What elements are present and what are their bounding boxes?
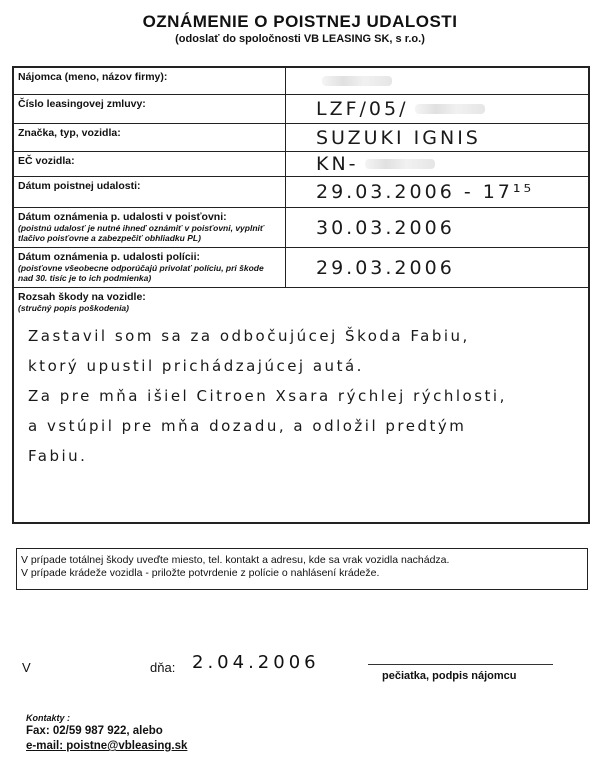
total-loss-text: V prípade totálnej škody uveďte miesto, tel. kontakt a adresu, kde sa vrak vozidla nachádza. xyxy=(21,554,450,566)
police-notice-value[interactable]: 29.03.2006 xyxy=(316,256,455,279)
damage-line: a vstúpil pre mňa dozadu, a odložil predtým xyxy=(28,417,467,435)
event-date-label: Dátum poistnej udalosti: xyxy=(14,177,286,207)
damage-line: Fabiu. xyxy=(28,447,88,465)
contract-value[interactable]: LZF/05/ xyxy=(286,95,588,123)
damage-note: (stručný popis poškodenia) xyxy=(18,303,129,313)
row-contract xyxy=(14,95,588,124)
plate-label: EČ vozidla: xyxy=(14,152,286,176)
contacts-label: Kontakty : xyxy=(26,713,71,723)
claim-form-table xyxy=(12,66,590,524)
lessee-label: Nájomca (meno, názov firmy): xyxy=(14,68,286,94)
date-label: dňa: xyxy=(150,660,176,675)
row-event-date xyxy=(14,177,588,208)
form-title: OZNÁMENIE O POISTNEJ UDALOSTI xyxy=(142,12,458,31)
redacted-mark xyxy=(415,104,485,114)
row-police-notice xyxy=(14,248,588,288)
insurer-notice-note: (poistnú udalosť je nutné ihneď oznámiť v poisťovni, vyplniť tlačivo poisťovne a zabezpečiť obhliadku PL) xyxy=(18,223,264,243)
signature-line[interactable] xyxy=(368,664,553,665)
insurer-notice-label: Dátum oznámenia p. udalosti v poisťovni: (poistnú udalosť je nutné ihneď oznámiť v poisťovni, vyplniť tlačivo poisťovne a zabezpečiť obhliadku PL) xyxy=(14,208,286,247)
event-date-value[interactable]: 29.03.2006 - 17¹⁵ xyxy=(316,181,535,203)
damage-section xyxy=(14,288,588,522)
damage-line: ktorý upustil prichádzajúcej autá. xyxy=(28,357,364,375)
row-vehicle xyxy=(14,124,588,152)
contract-label: Číslo leasingovej zmluvy: xyxy=(14,95,286,123)
damage-line: Za pre mňa išiel Citroen Xsara rýchlej rýchlosti, xyxy=(28,387,507,405)
place-prefix: V xyxy=(22,660,31,675)
signature-label: pečiatka, podpis nájomcu xyxy=(382,670,517,682)
vehicle-value[interactable]: SUZUKI IGNIS xyxy=(316,126,481,149)
damage-line: Zastavil som sa za odbočujúcej Škoda Fabiu, xyxy=(28,327,470,345)
police-notice-label: Dátum oznámenia p. udalosti polícii: (poisťovne všeobecne odporúčajú privolať políciu, pri škode nad 30. tisíc je to ich podmienka) xyxy=(14,248,286,287)
insurer-notice-value[interactable]: 30.03.2006 xyxy=(316,216,455,239)
row-insurer-notice xyxy=(14,208,588,248)
email-link[interactable]: e-mail: poistne@vbleasing.sk xyxy=(26,740,188,752)
fax-contact: Fax: 02/59 987 922, alebo xyxy=(26,725,163,737)
plate-value[interactable]: KN- xyxy=(286,152,588,176)
redacted-mark xyxy=(365,159,435,169)
damage-description[interactable] xyxy=(14,321,588,471)
lessee-value[interactable] xyxy=(286,68,588,94)
row-lessee xyxy=(14,68,588,95)
total-loss-notice xyxy=(16,548,588,590)
signing-date-value[interactable]: 2.04.2006 xyxy=(192,652,320,673)
redacted-mark xyxy=(322,76,392,86)
row-plate xyxy=(14,152,588,177)
form-subtitle: (odoslať do spoločnosti VB LEASING SK, s r.o.) xyxy=(175,33,425,45)
vehicle-label: Značka, typ, vozidla: xyxy=(14,124,286,151)
police-notice-note: (poisťovne všeobecne odporúčajú privolať políciu, pri škode nad 30. tisíc je to ich podmienka) xyxy=(18,263,264,283)
damage-label: Rozsah škody na vozidle: xyxy=(18,291,146,303)
theft-text: V prípade krádeže vozidla - priložte potvrdenie z polície o nahlásení krádeže. xyxy=(21,567,380,579)
